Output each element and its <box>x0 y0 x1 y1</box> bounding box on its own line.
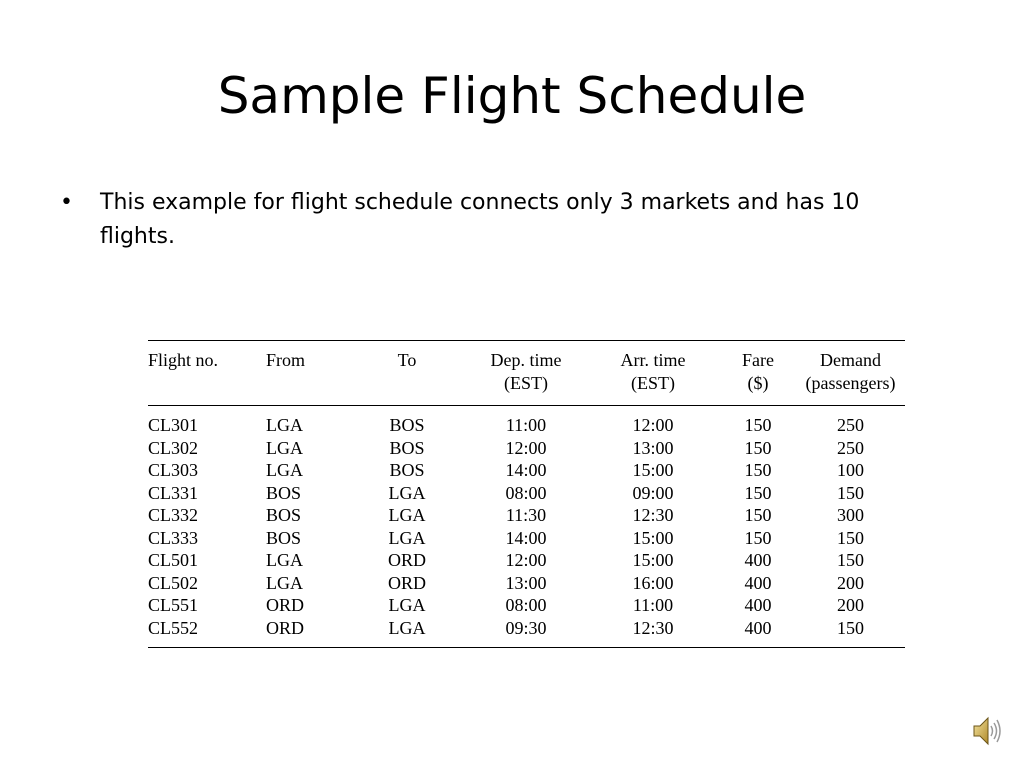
bullet-text: This example for flight schedule connects only 3 markets and has 10 flights. <box>100 190 860 249</box>
table-row <box>148 572 905 595</box>
cell-fare: 150 <box>744 505 772 525</box>
cell-from: BOS <box>266 482 302 503</box>
cell-fare: 400 <box>744 595 772 615</box>
table-header-row <box>148 341 905 406</box>
cell-fare: 150 <box>744 527 772 548</box>
cell-flight-no: CL333 <box>148 527 199 548</box>
cell-demand: 300 <box>837 505 864 525</box>
cell-demand: 250 <box>837 437 864 458</box>
cell-to: BOS <box>389 437 425 458</box>
cell-from: LGA <box>266 437 303 458</box>
cell-fare: 400 <box>744 572 772 593</box>
cell-to: LGA <box>388 527 426 548</box>
cell-from: ORD <box>266 617 348 648</box>
cell-flight-no: CL331 <box>148 482 199 503</box>
cell-flight-no: CL301 <box>148 415 199 435</box>
header-dep-time: Dep. time (EST) <box>466 341 586 406</box>
cell-arr-time: 09:00 <box>632 482 674 503</box>
cell-dep-time: 12:00 <box>505 550 547 570</box>
table-row <box>148 617 905 648</box>
cell-fare: 400 <box>744 550 772 570</box>
slide-title: Sample Flight Schedule <box>217 67 807 125</box>
cell-to: ORD <box>387 572 426 593</box>
cell-arr-time: 12:00 <box>632 415 674 435</box>
table-body <box>148 406 905 648</box>
table-row <box>148 459 905 482</box>
cell-flight-no: CL501 <box>148 550 199 570</box>
flight-schedule-table <box>148 340 905 648</box>
cell-flight-no: CL302 <box>148 437 199 458</box>
table-row <box>148 504 905 527</box>
cell-arr-time: 13:00 <box>632 437 674 458</box>
cell-dep-time: 11:30 <box>505 505 547 525</box>
cell-demand: 150 <box>837 550 864 570</box>
cell-arr-time: 12:30 <box>586 617 720 648</box>
cell-to: LGA <box>348 617 466 648</box>
bullet-item <box>60 186 900 254</box>
cell-from: BOS <box>266 505 302 525</box>
table-row <box>148 482 905 505</box>
cell-to: ORD <box>387 550 426 570</box>
cell-to: LGA <box>388 482 426 503</box>
cell-fare: 150 <box>744 460 772 480</box>
cell-flight-no: CL552 <box>148 617 266 648</box>
header-from: From <box>266 341 348 406</box>
table-row <box>148 594 905 617</box>
header-fare: Fare ($) <box>720 341 796 406</box>
cell-dep-time: 08:00 <box>505 482 547 503</box>
header-flight-no: Flight no. <box>148 341 266 406</box>
cell-dep-time: 14:00 <box>505 460 547 480</box>
cell-dep-time: 11:00 <box>505 415 547 435</box>
cell-flight-no: CL502 <box>148 572 199 593</box>
cell-fare: 150 <box>744 415 772 435</box>
cell-to: LGA <box>388 595 426 615</box>
cell-from: LGA <box>266 415 303 435</box>
cell-flight-no: CL551 <box>148 595 199 615</box>
cell-to: BOS <box>389 415 425 435</box>
cell-from: LGA <box>266 460 303 480</box>
cell-arr-time: 12:30 <box>632 505 674 525</box>
cell-dep-time: 12:00 <box>505 437 547 458</box>
cell-arr-time: 15:00 <box>632 550 674 570</box>
cell-arr-time: 16:00 <box>632 572 674 593</box>
bullet-icon: • <box>60 190 73 215</box>
cell-fare: 150 <box>744 482 772 503</box>
header-demand: Demand (passengers) <box>796 341 905 406</box>
cell-arr-time: 15:00 <box>632 527 674 548</box>
table-row <box>148 406 905 437</box>
cell-from: BOS <box>266 527 302 548</box>
cell-dep-time: 13:00 <box>505 572 547 593</box>
cell-demand: 200 <box>837 595 864 615</box>
cell-from: ORD <box>266 595 305 615</box>
cell-demand: 150 <box>837 482 864 503</box>
cell-arr-time: 15:00 <box>632 460 674 480</box>
cell-flight-no: CL303 <box>148 460 199 480</box>
cell-from: LGA <box>266 572 303 593</box>
header-arr-time: Arr. time (EST) <box>586 341 720 406</box>
cell-fare: 400 <box>720 617 796 648</box>
header-to: To <box>348 341 466 406</box>
cell-demand: 150 <box>796 617 905 648</box>
cell-to: BOS <box>389 460 425 480</box>
cell-demand: 200 <box>837 572 864 593</box>
cell-dep-time: 08:00 <box>505 595 547 615</box>
table-row <box>148 527 905 550</box>
cell-demand: 250 <box>837 415 864 435</box>
cell-to: LGA <box>388 505 426 525</box>
speaker-icon[interactable] <box>972 714 1002 748</box>
cell-from: LGA <box>266 550 303 570</box>
table-row <box>148 437 905 460</box>
cell-fare: 150 <box>744 437 772 458</box>
cell-demand: 100 <box>837 460 864 480</box>
cell-arr-time: 11:00 <box>632 595 674 615</box>
cell-demand: 150 <box>837 527 864 548</box>
cell-dep-time: 09:30 <box>466 617 586 648</box>
table-row <box>148 549 905 572</box>
cell-flight-no: CL332 <box>148 505 199 525</box>
cell-dep-time: 14:00 <box>505 527 547 548</box>
